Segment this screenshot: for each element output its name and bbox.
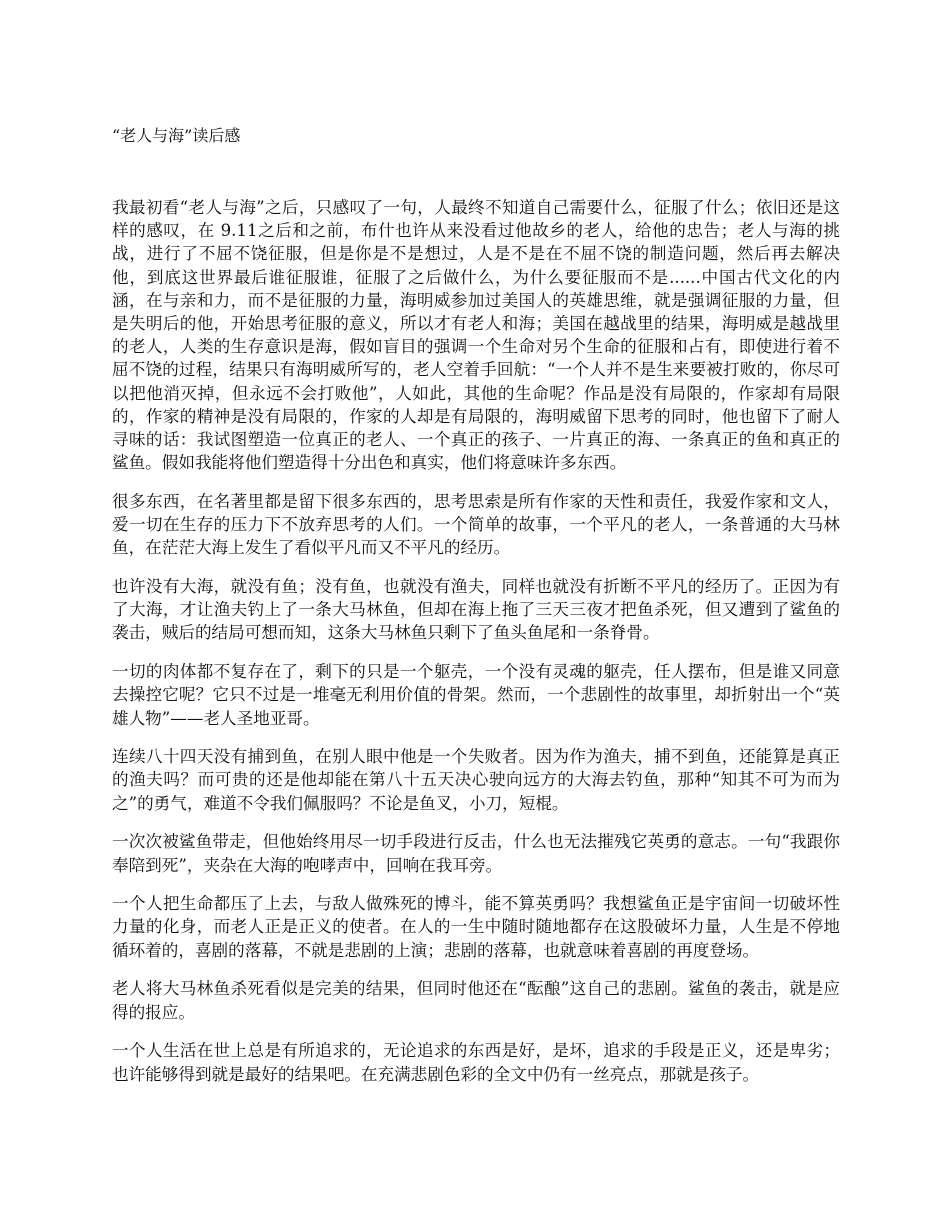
paragraph-2: 很多东西，在名著里都是留下很多东西的，思考思索是所有作家的天性和责任，我爱作家和文人，爱一切在生存的压力下不放弃思考的人们。一个简单的故事，一个平凡的老人，一条普通的大马林鱼，在茫茫大海上发生了看似平凡而又不平凡的经历。 bbox=[112, 491, 840, 558]
paragraph-4: 一切的肉体都不复存在了，剩下的只是一个躯壳，一个没有灵魂的躯壳，任人摆布，但是谁又同意去操控它呢？它只不过是一堆毫无利用价值的骨架。然而，一个悲剧性的故事里，却折射出一个“英雄人物”——老人圣地亚哥。 bbox=[112, 662, 840, 728]
paragraph-8: 老人将大马林鱼杀死看似是完美的结果，但同时他还在“酝酿”这自己的悲剧。鲨鱼的袭击，就是应得的报应。 bbox=[112, 979, 840, 1022]
paragraph-1: 我最初看“老人与海”之后，只感叹了一句，人最终不知道自己需要什么，征服了什么；依旧还是这样的感叹，在 9.11之后和之前，布什也许从来没看过他故乡的老人，给他的忠告；老人与海的挑战，进行了不屈不饶征服，但是你是不是想过，人是不是在不屈不饶的制造问题，然后再去解决他，到底这世界最后谁征服谁，征服了之后做什么，为什么要征服而不是......中国古代文化的内涵，在与亲和力，而不是征服的力量，海明威参加过美国人的英雄思维，就是强调征服的力量，但是失明后的他，开始思考征服的意义，所以才有老人和海；美国在越战里的结果，海明威是越战里的老人，人类的生存意识是海，假如盲目的强调一个生命对另个生命的征服和占有，即使进行着不屈不饶的过程，结果只有海明威所写的，老人空着手回航：“一个人并不是生来要被打败的，你尽可以把他消灭掉，但永远不会打败他”，人如此，其他的生命呢？作品是没有局限的，作家却有局限的，作家的精神是没有局限的，作家的人却是有局限的，海明威留下思考的同时，他也留下了耐人寻味的话：我试图塑造一位真正的老人、一个真正的孩子、一片真正的海、一条真正的鱼和真正的鲨鱼。假如我能将他们塑造得十分出色和真实，他们将意味许多东西。 bbox=[112, 198, 840, 473]
paragraph-7: 一个人把生命都压了上去，与敌人做殊死的博斗，能不算英勇吗？我想鲨鱼正是宇宙间一切破坏性力量的化身，而老人正是正义的使者。在人的一生中随时随地都存在这股破坏力量，人生是不停地循环着的，喜剧的落幕，不就是悲剧的上演；悲剧的落幕，也就意味着喜剧的再度登场。 bbox=[112, 894, 840, 960]
paragraph-9: 一个人生活在世上总是有所追求的，无论追求的东西是好，是坏，追求的手段是正义，还是卑劣；也许能够得到就是最好的结果吧。在充满悲剧色彩的全文中仍有一丝亮点，那就是孩子。 bbox=[112, 1041, 840, 1084]
document-body bbox=[112, 196, 840, 1101]
paragraph-6: 一次次被鲨鱼带走，但他始终用尽一切手段进行反击，什么也无法摧残它英勇的意志。一句“我跟你奉陪到死”，夹杂在大海的咆哮声中，回响在我耳旁。 bbox=[112, 832, 840, 875]
document-page bbox=[112, 0, 840, 1230]
paragraph-5: 连续八十四天没有捕到鱼，在别人眼中他是一个失败者。因为作为渔夫，捕不到鱼，还能算是真正的渔夫吗？而可贵的还是他却能在第八十五天决心驶向远方的大海去钓鱼，那种“知其不可为而为之”的勇气，难道不令我们佩服吗？不论是鱼叉，小刀，短棍。 bbox=[112, 747, 840, 813]
paragraph-3: 也许没有大海，就没有鱼；没有鱼，也就没有渔夫，同样也就没有折断不平凡的经历了。正因为有了大海，才让渔夫钓上了一条大马林鱼，但却在海上拖了三天三夜才把鱼杀死，但又遭到了鲨鱼的袭击，贼后的结局可想而知，这条大马林鱼只剩下了鱼头鱼尾和一条脊骨。 bbox=[112, 577, 840, 643]
document-title: “老人与海”读后感 bbox=[112, 126, 241, 145]
